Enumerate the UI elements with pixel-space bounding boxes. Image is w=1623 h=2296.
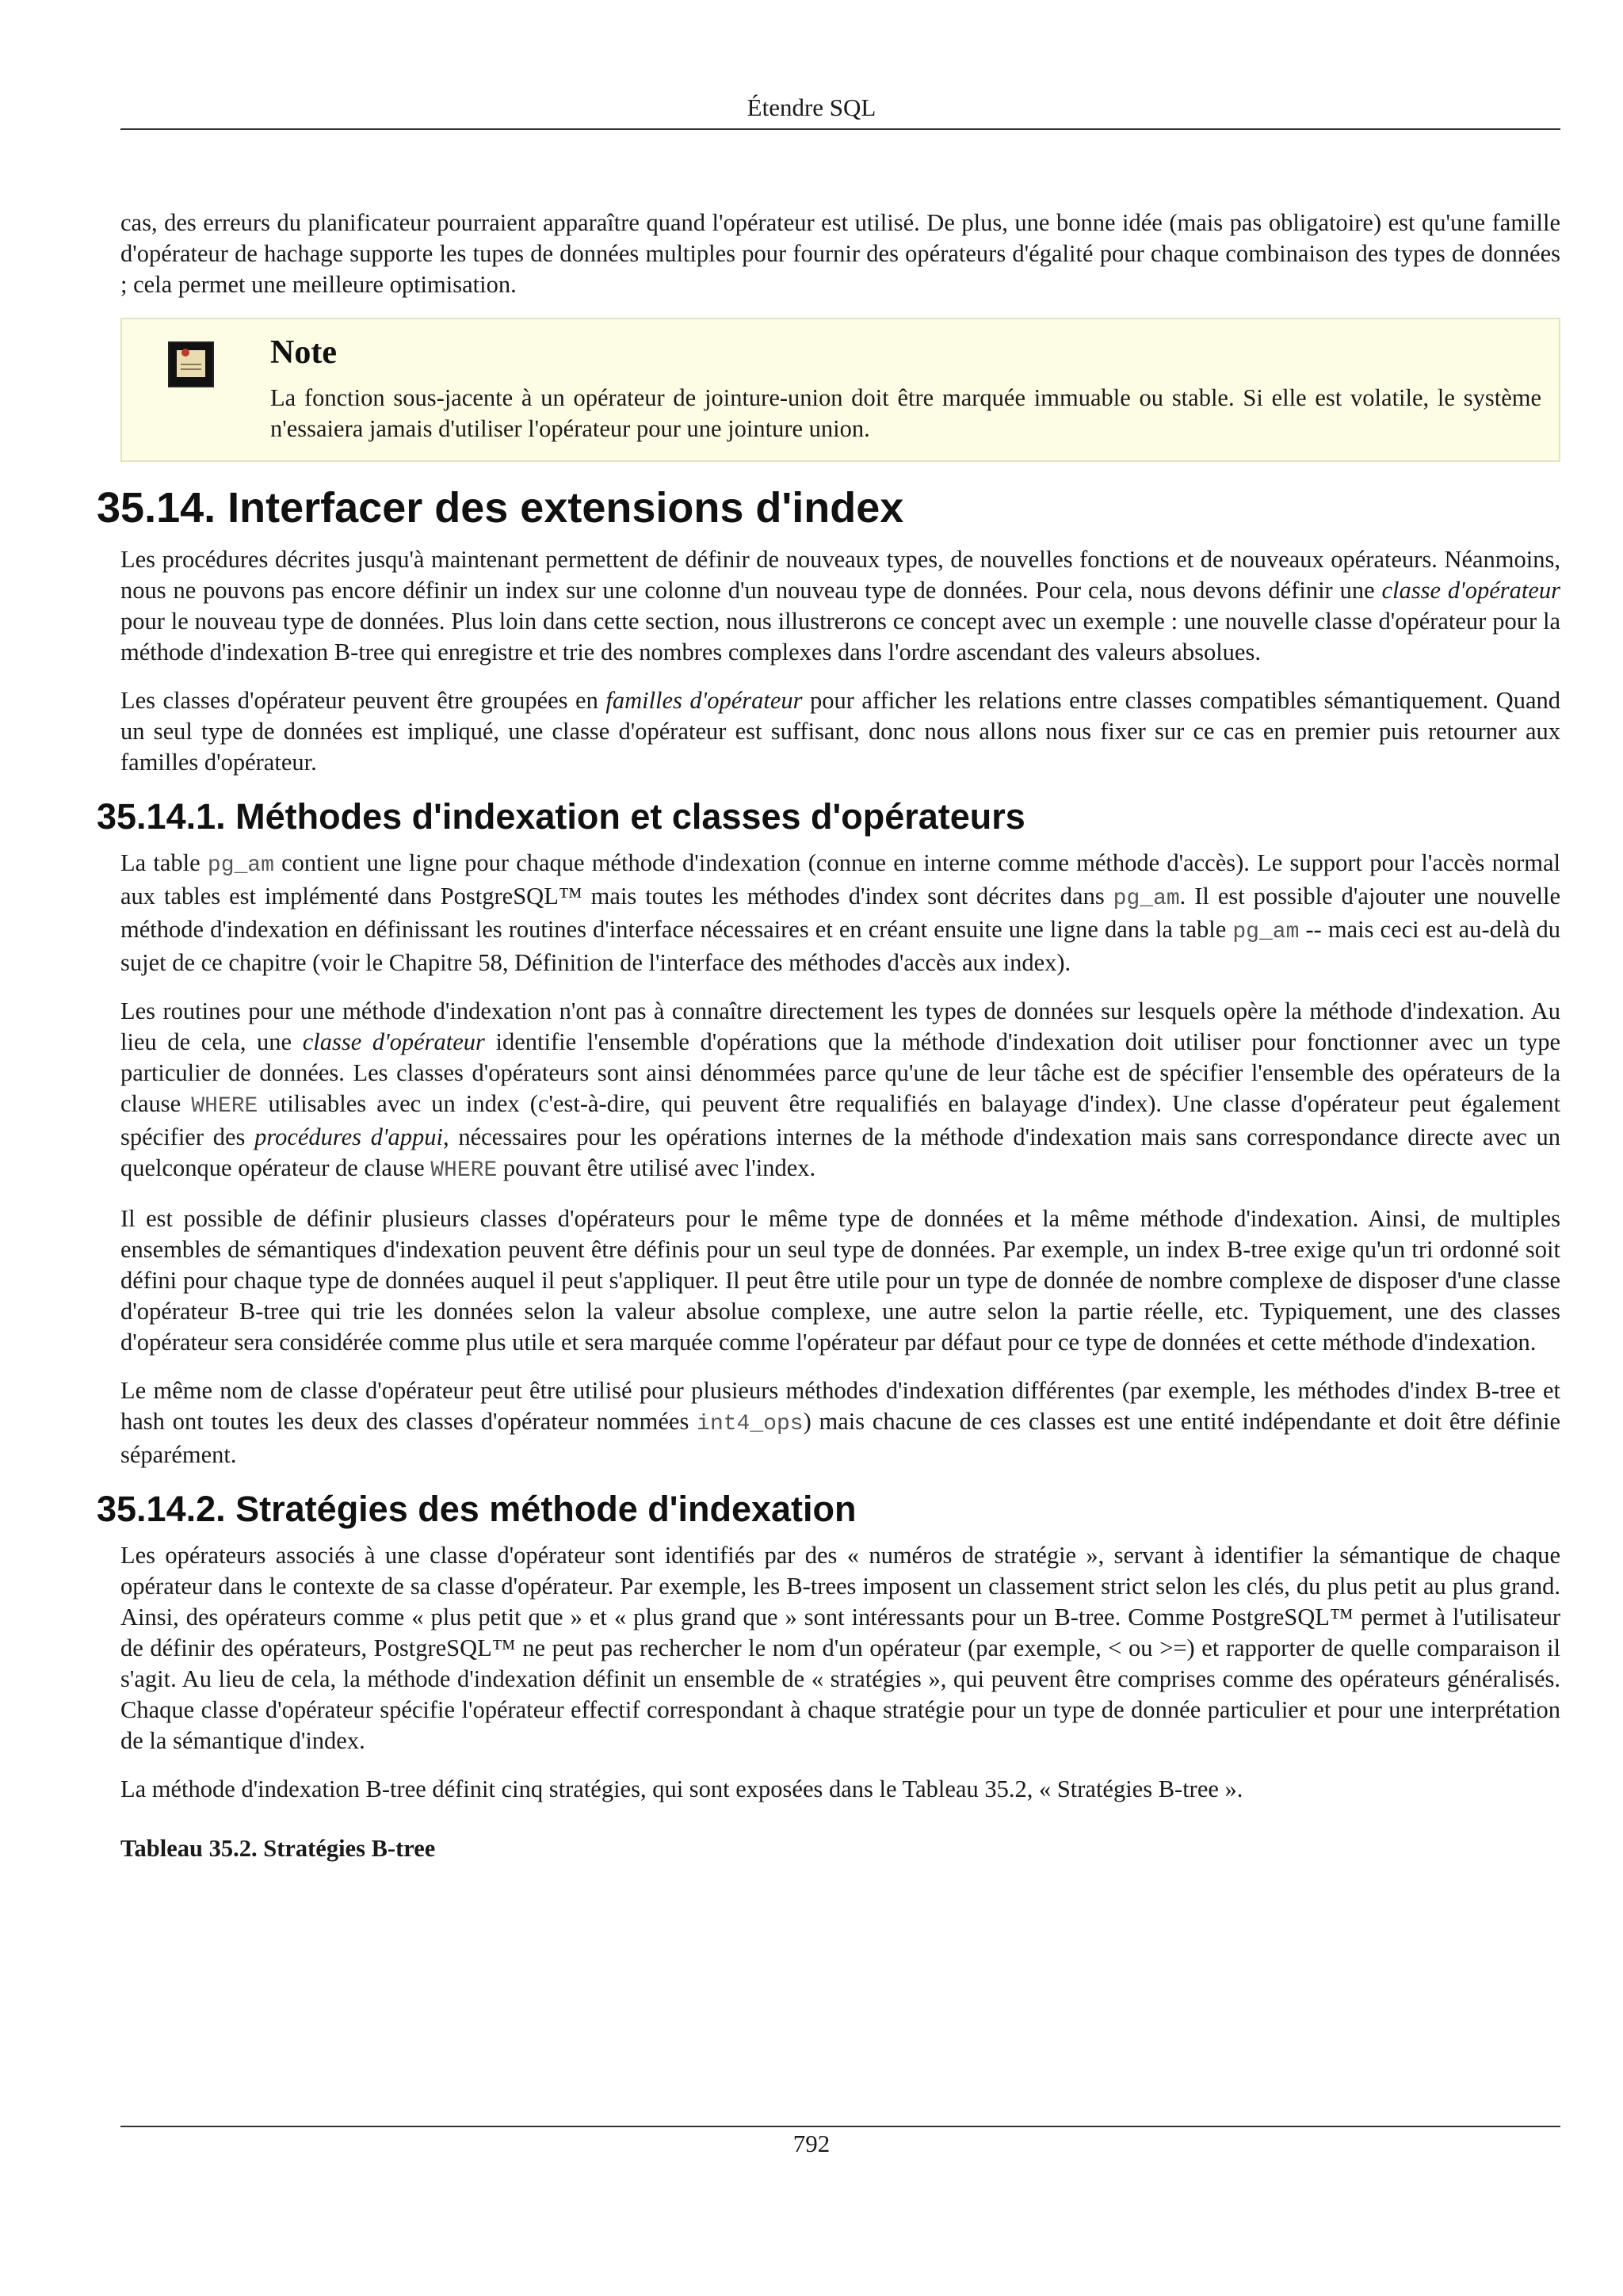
page-content <box>97 208 1561 1863</box>
code-where: WHERE <box>430 1158 498 1183</box>
note-box <box>120 318 1560 462</box>
subsection-2-heading: 35.14.2. Stratégies des méthode d'indexation <box>97 1489 857 1529</box>
subsection-1-paragraph-3: Il est possible de définir plusieurs classes d'opérateurs pour le même type de données et la même méthode d'indexation. Ainsi, de multiples ensembles de sémantiques d'indexation peuvent être définis pour un seul type de données. Par exemple, un index B-tree exige qu'un tri ordonné soit défini pour chaque type de données auquel il peut s'appliquer. Il peut être utile pour un type de donnée de nombre complexe de disposer d'une classe d'opérateur B-tree qui trie les données selon la valeur absolue complexe, une autre selon la partie réelle, etc. Typiquement, une des classes d'opérateur sera considérée comme plus utile et sera marquée comme l'opérateur par défaut pour ce type de données et cette méthode d'indexation. <box>120 1205 1560 1356</box>
code-int4-ops: int4_ops <box>697 1412 804 1436</box>
subsection-1-paragraph-1: La table pg_am contient une ligne pour chaque méthode d'indexation (connue en interne comme méthode d'accès). Le support pour l'accès normal aux tables est implémenté dans PostgreSQL™ mais toutes les méthodes d'index sont décrites dans pg_am. Il est possible d'ajouter une nouvelle méthode d'indexation en définissant les routines d'interface nécessaires et en créant ensuite une ligne dans la table pg_am -- mais ceci est au-delà du sujet de ce chapitre (voir le Chapitre 58, Définition de l'interface des méthodes d'accès aux index). <box>120 849 1560 976</box>
header-rule <box>120 128 1560 130</box>
subsection-2-paragraph-1: Les opérateurs associés à une classe d'opérateur sont identifiés par des « numéros de stratégie », servant à identifier la sémantique de chaque opérateur dans le contexte de sa classe d'opérateur. Par exemple, les B-trees imposent un classement strict selon les clés, du plus petit au plus grand. Ainsi, des opérateurs comme « plus petit que » et « plus grand que » sont intéressants pour un B-tree. Comme PostgreSQL™ permet à l'utilisateur de définir des opérateurs, PostgreSQL™ ne peut pas rechercher le nom d'un opérateur (par exemple, < ou >=) et rapporter de quelle comparaison il s'agit. Au lieu de cela, la méthode d'indexation définit un ensemble de « stratégies », qui peuvent être comprises comme des opérateurs généralisés. Chaque classe d'opérateur spécifie l'opérateur effectif correspondant à chaque stratégie pour un type de donnée particulier et pour une interprétation de la sémantique d'index. <box>120 1542 1560 1754</box>
subsection-1-heading: 35.14.1. Méthodes d'indexation et classes d'opérateurs <box>97 796 1025 837</box>
section-heading: 35.14. Interfacer des extensions d'index <box>97 484 904 532</box>
subsection-1-paragraph-2: Les routines pour une méthode d'indexation n'ont pas à connaître directement les types de données sur lesquels opère la méthode d'indexation. Au lieu de cela, une classe d'opérateur identifie l'ensemble d'opérations que la méthode d'indexation doit utiliser pour fonctionner avec un type particulier de données. Les classes d'opérateurs sont ainsi dénommées parce qu'une de leur tâche est de spécifier l'ensemble des opérateurs de la clause WHERE utilisables avec un index (c'est-à-dire, qui peuvent être requalifiés en balayage d'index). Une classe d'opérateur peut également spécifier des procédures d'appui, nécessaires pour les opérations internes de la méthode d'indexation mais sans correspondance directe avec un quelconque opérateur de clause WHERE pouvant être utilisé avec l'index. <box>120 997 1560 1183</box>
table-caption: Tableau 35.2. Stratégies B-tree <box>120 1835 436 1862</box>
code-where: WHERE <box>191 1094 258 1119</box>
footer-rule <box>120 2126 1560 2127</box>
note-icon <box>168 341 214 387</box>
note-text: La fonction sous-jacente à un opérateur de jointure-union doit être marquée immuable ou stable. Si elle est volatile, le système n'essaiera jamais d'utiliser l'opérateur pour une jointure union. <box>270 384 1541 442</box>
subsection-2-paragraph-2: La méthode d'indexation B-tree définit cinq stratégies, qui sont exposées dans le Tableau 35.2, « Stratégies B-tree ». <box>120 1775 1243 1802</box>
page-number: 792 <box>792 2130 831 2157</box>
code-pg-am: pg_am <box>1232 920 1300 944</box>
section-paragraph-1: Les procédures décrites jusqu'à maintenant permettent de définir de nouveaux types, de nouvelles fonctions et de nouveaux opérateurs. Néanmoins, nous ne pouvons pas encore définir un index sur une colonne d'un nouveau type de données. Pour cela, nous devons définir une classe d'opérateur pour le nouveau type de données. Plus loin dans cette section, nous illustrerons ce concept avec un exemple : une nouvelle classe d'opérateur pour la méthode d'indexation B-tree qui enregistre et trie des nombres complexes dans l'ordre ascendant des valeurs absolues. <box>120 546 1560 666</box>
section-paragraph-2: Les classes d'opérateur peuvent être groupées en familles d'opérateur pour afficher les relations entre classes compatibles sémantiquement. Quand un seul type de données est impliqué, une classe d'opérateur est suffisant, donc nous allons nous fixer sur ce cas en premier puis retourner aux familles d'opérateur. <box>120 687 1561 776</box>
code-pg-am: pg_am <box>207 853 274 878</box>
note-title: Note <box>270 334 337 371</box>
running-header: Étendre SQL <box>747 93 876 121</box>
code-pg-am: pg_am <box>1113 887 1180 911</box>
subsection-1-paragraph-4: Le même nom de classe d'opérateur peut être utilisé pour plusieurs méthodes d'indexation différentes (par exemple, les méthodes d'index B-tree et hash ont toutes les deux des classes d'opérateur nommées int4_ops) mais chacune de ces classes est une entité indépendante et doit être définie séparément. <box>120 1377 1560 1468</box>
intro-paragraph: cas, des erreurs du planificateur pourraient apparaître quand l'opérateur est utilisé. De plus, une bonne idée (mais pas obligatoire) est qu'une famille d'opérateur de hachage supporte les tupes de données multiples pour fournir des opérateurs d'égalité pour chaque combinaison des types de données ; cela permet une meilleure optimisation. <box>120 209 1560 298</box>
